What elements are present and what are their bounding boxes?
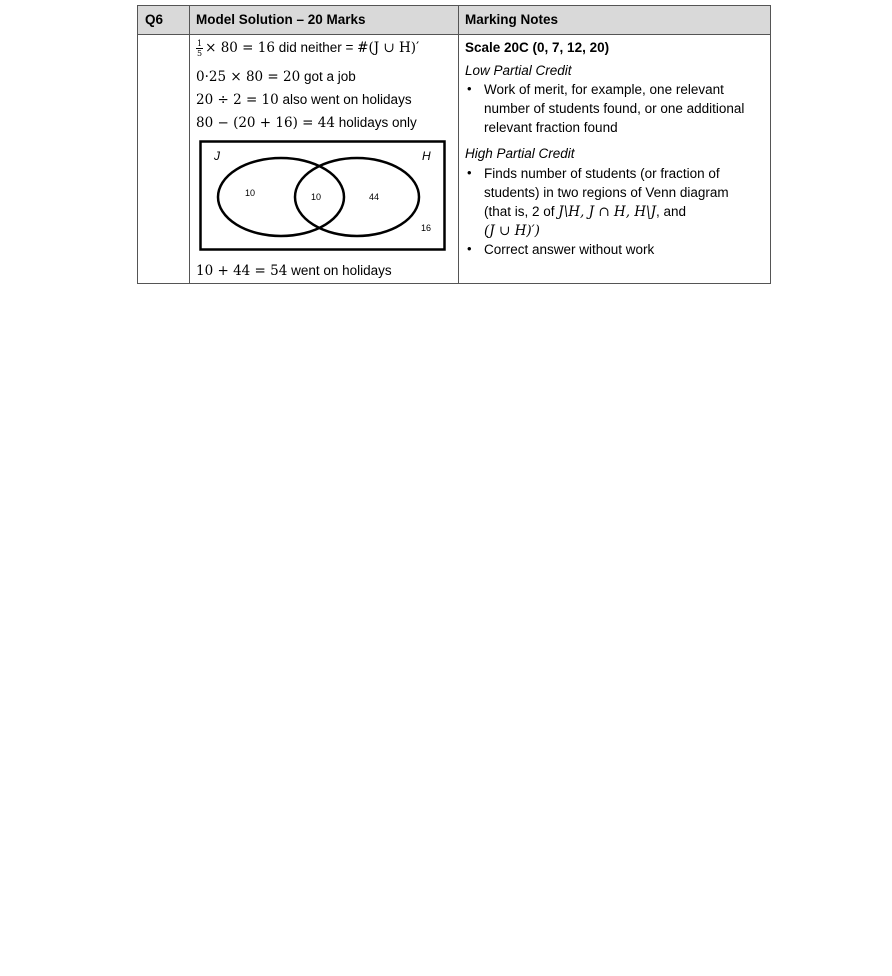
high-credit-line-4: (J ∪ H)′) bbox=[484, 223, 540, 239]
set-j-circle bbox=[218, 158, 344, 236]
high-partial-credit-title: High Partial Credit bbox=[465, 146, 575, 161]
universal-set-box bbox=[201, 142, 445, 250]
low-credit-line-1: Work of merit, for example, one relevant bbox=[484, 82, 724, 97]
high-credit-line-3: (that is, 2 of J\H, J ∩ H, H\J, and bbox=[484, 204, 687, 220]
intersection-value: 10 bbox=[311, 192, 322, 202]
solution-line-4: 80 − (20 + 16) = 44 holidays only bbox=[196, 115, 417, 131]
bullet-icon: • bbox=[467, 241, 472, 256]
fraction: $\frac{1}{5}$ bbox=[197, 39, 203, 58]
solution-line-2: 0·25 × 80 = 20 got a job bbox=[196, 69, 356, 85]
column-divider bbox=[189, 6, 190, 283]
solution-header: Model Solution – 20 Marks bbox=[196, 12, 366, 27]
notes-header: Marking Notes bbox=[465, 12, 559, 27]
scale-label: Scale 20C (0, 7, 12, 20) bbox=[465, 40, 610, 55]
venn-diagram bbox=[199, 140, 449, 254]
bullet-icon: • bbox=[467, 165, 472, 180]
high-credit-line-5: Correct answer without work bbox=[484, 242, 655, 257]
column-divider bbox=[458, 6, 459, 283]
high-credit-line-2: students) in two regions of Venn diagram bbox=[484, 185, 729, 200]
solution-line-5: 10 + 44 = 54 went on holidays bbox=[196, 263, 392, 279]
bullet-icon: • bbox=[467, 81, 472, 96]
set-h-label: H bbox=[422, 149, 431, 163]
low-partial-credit-title: Low Partial Credit bbox=[465, 63, 572, 78]
high-credit-line-1: Finds number of students (or fraction of bbox=[484, 166, 720, 181]
low-credit-line-3: relevant fraction found bbox=[484, 120, 618, 135]
question-number: Q6 bbox=[145, 12, 164, 27]
h-only-value: 44 bbox=[369, 192, 380, 202]
neither-value: 16 bbox=[421, 223, 432, 233]
solution-line-3: 20 ÷ 2 = 10 also went on holidays bbox=[196, 92, 412, 108]
j-only-value: 10 bbox=[245, 188, 256, 198]
solution-line-1: $\frac{1}{5} \times 80 = 16$ did neither = #(J ∪ H)′ bbox=[197, 39, 420, 58]
marking-scheme-table bbox=[137, 5, 771, 284]
low-credit-line-2: number of students found, or one additional bbox=[484, 101, 745, 116]
set-j-label: J bbox=[214, 149, 220, 163]
